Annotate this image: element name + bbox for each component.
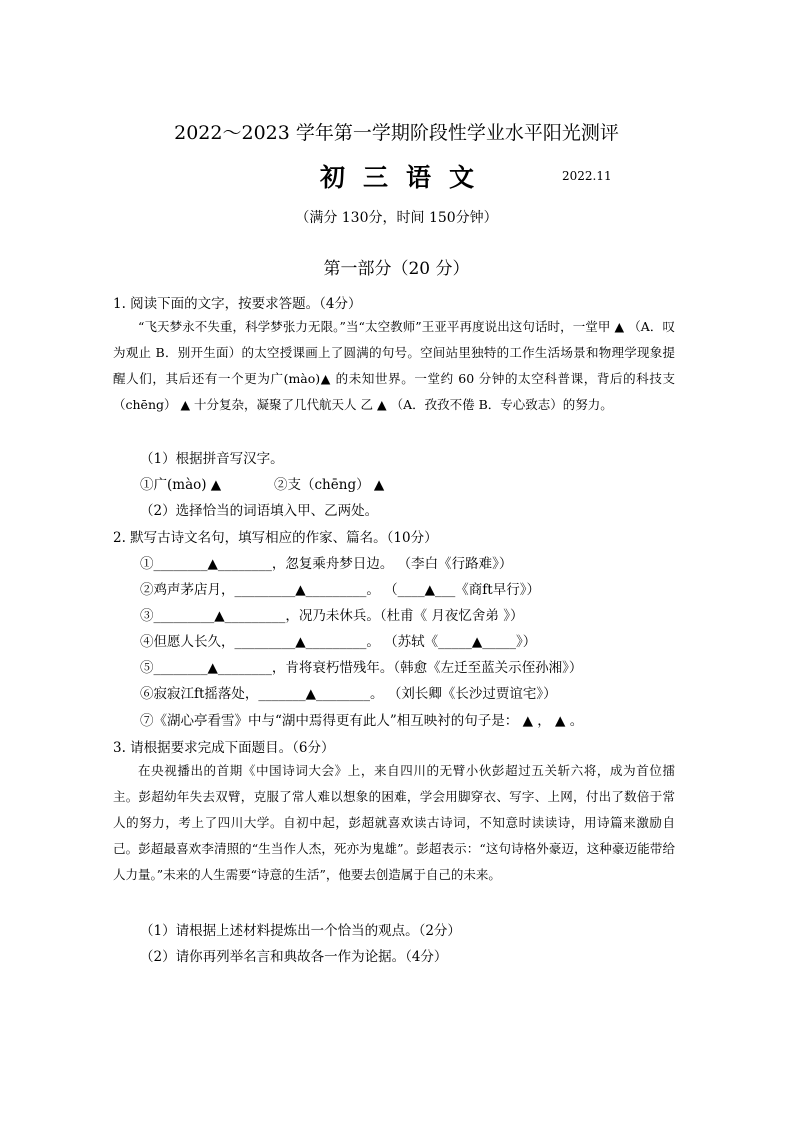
q2-line: ⑦《湖心亭看雪》中与“湖中焉得更有此人”相互映衬的句子是： ▲ ， ▲ 。	[140, 713, 584, 729]
q2-line: ⑥寂寂江ft摇落处，_______▲________。 （刘长卿《长沙过贾谊宅》）	[140, 686, 557, 702]
q3-sub2: （2）请你再列举名言和典故各一作为论据。（4分）	[140, 949, 448, 965]
q3-passage: 在央视播出的首期《中国诗词大会》上，来自四川的无臂小伙彭超过五关斩六将，成为首位擂主。彭超幼年失去双臂，克服了常人难以想象的困难，学会用脚穿衣、写字、上网，付出了数倍于常人的努力，考上了四川大学。自初中起，彭超就喜欢读古诗词，不知意时读读诗，用诗篇来激励自己。彭超最喜欢李清照的“生当作人杰，死亦为鬼雄”。彭超表示：“这句诗格外豪迈，这种豪迈能带给人力量。”未来的人生需要“诗意的生活”，他要去创造属于自己的未来。	[113, 763, 675, 882]
q2-line: ②鸡声茅店月，_________▲_________。 （____▲___《商ft早行》）	[140, 582, 540, 598]
q2-line: ④但愿人长久，_________▲_________。 （苏轼《_____▲_____》）	[140, 634, 537, 650]
q1-sub1: （1）根据拼音写汉字。	[140, 451, 284, 467]
q1-stem: 1. 阅读下面的文字，按要求答题。（4分）	[113, 296, 362, 312]
q1-sub1b: ②支（chēng） ▲	[274, 477, 385, 493]
exam-date: 2022.11	[562, 169, 612, 183]
subject-title: 初三语文	[320, 163, 493, 192]
q2-stem: 2. 默写古诗文名句，填写相应的作家、篇名。（10分）	[113, 530, 438, 546]
q1-sub2: （2）选择恰当的词语填入甲、乙两处。	[140, 503, 379, 519]
q1-sub1a: ①广(mào) ▲	[140, 477, 222, 493]
q3-sub1: （1）请根据上述材料提炼出一个恰当的观点。（2分）	[140, 923, 461, 939]
q2-line: ⑤________▲________，肯将衰朽惜残年。（韩愈《左迁至蓝关示侄孙湘》）	[140, 660, 583, 676]
section-title: 第一部分（20 分）	[323, 259, 470, 279]
q1-passage: “飞天梦永不失重，科学梦张力无限。”当“太空教师”王亚平再度说出这句话时，一堂甲 ▲ （A．叹为观止 B．别开生面）的太空授课画上了圆满的句号。空间站里独特的工作生活场景和物理学现象提醒人们，其后还有一个更为广(mào)▲ 的未知世界。一堂约 60 分钟的太空科普课，背后的科技支（chēng） ▲ 十分复杂，凝聚了几代航天人 乙 ▲ （A．孜孜不倦 B．专心致志）的努力。	[113, 319, 675, 412]
q2-line: ③_________▲_________，况乃未休兵。（杜甫《 月夜忆舍弟 》）	[140, 608, 524, 624]
score-info: （满分 130分，时间 150分钟）	[295, 210, 498, 226]
q2-line: ①________▲________，忽复乘舟梦日边。 （李白《行路难》）	[140, 556, 513, 572]
exam-title: 2022～2023 学年第一学期阶段性学业水平阳光测评	[174, 122, 619, 144]
q3-stem: 3. 请根据要求完成下面题目。（6分）	[113, 740, 335, 756]
